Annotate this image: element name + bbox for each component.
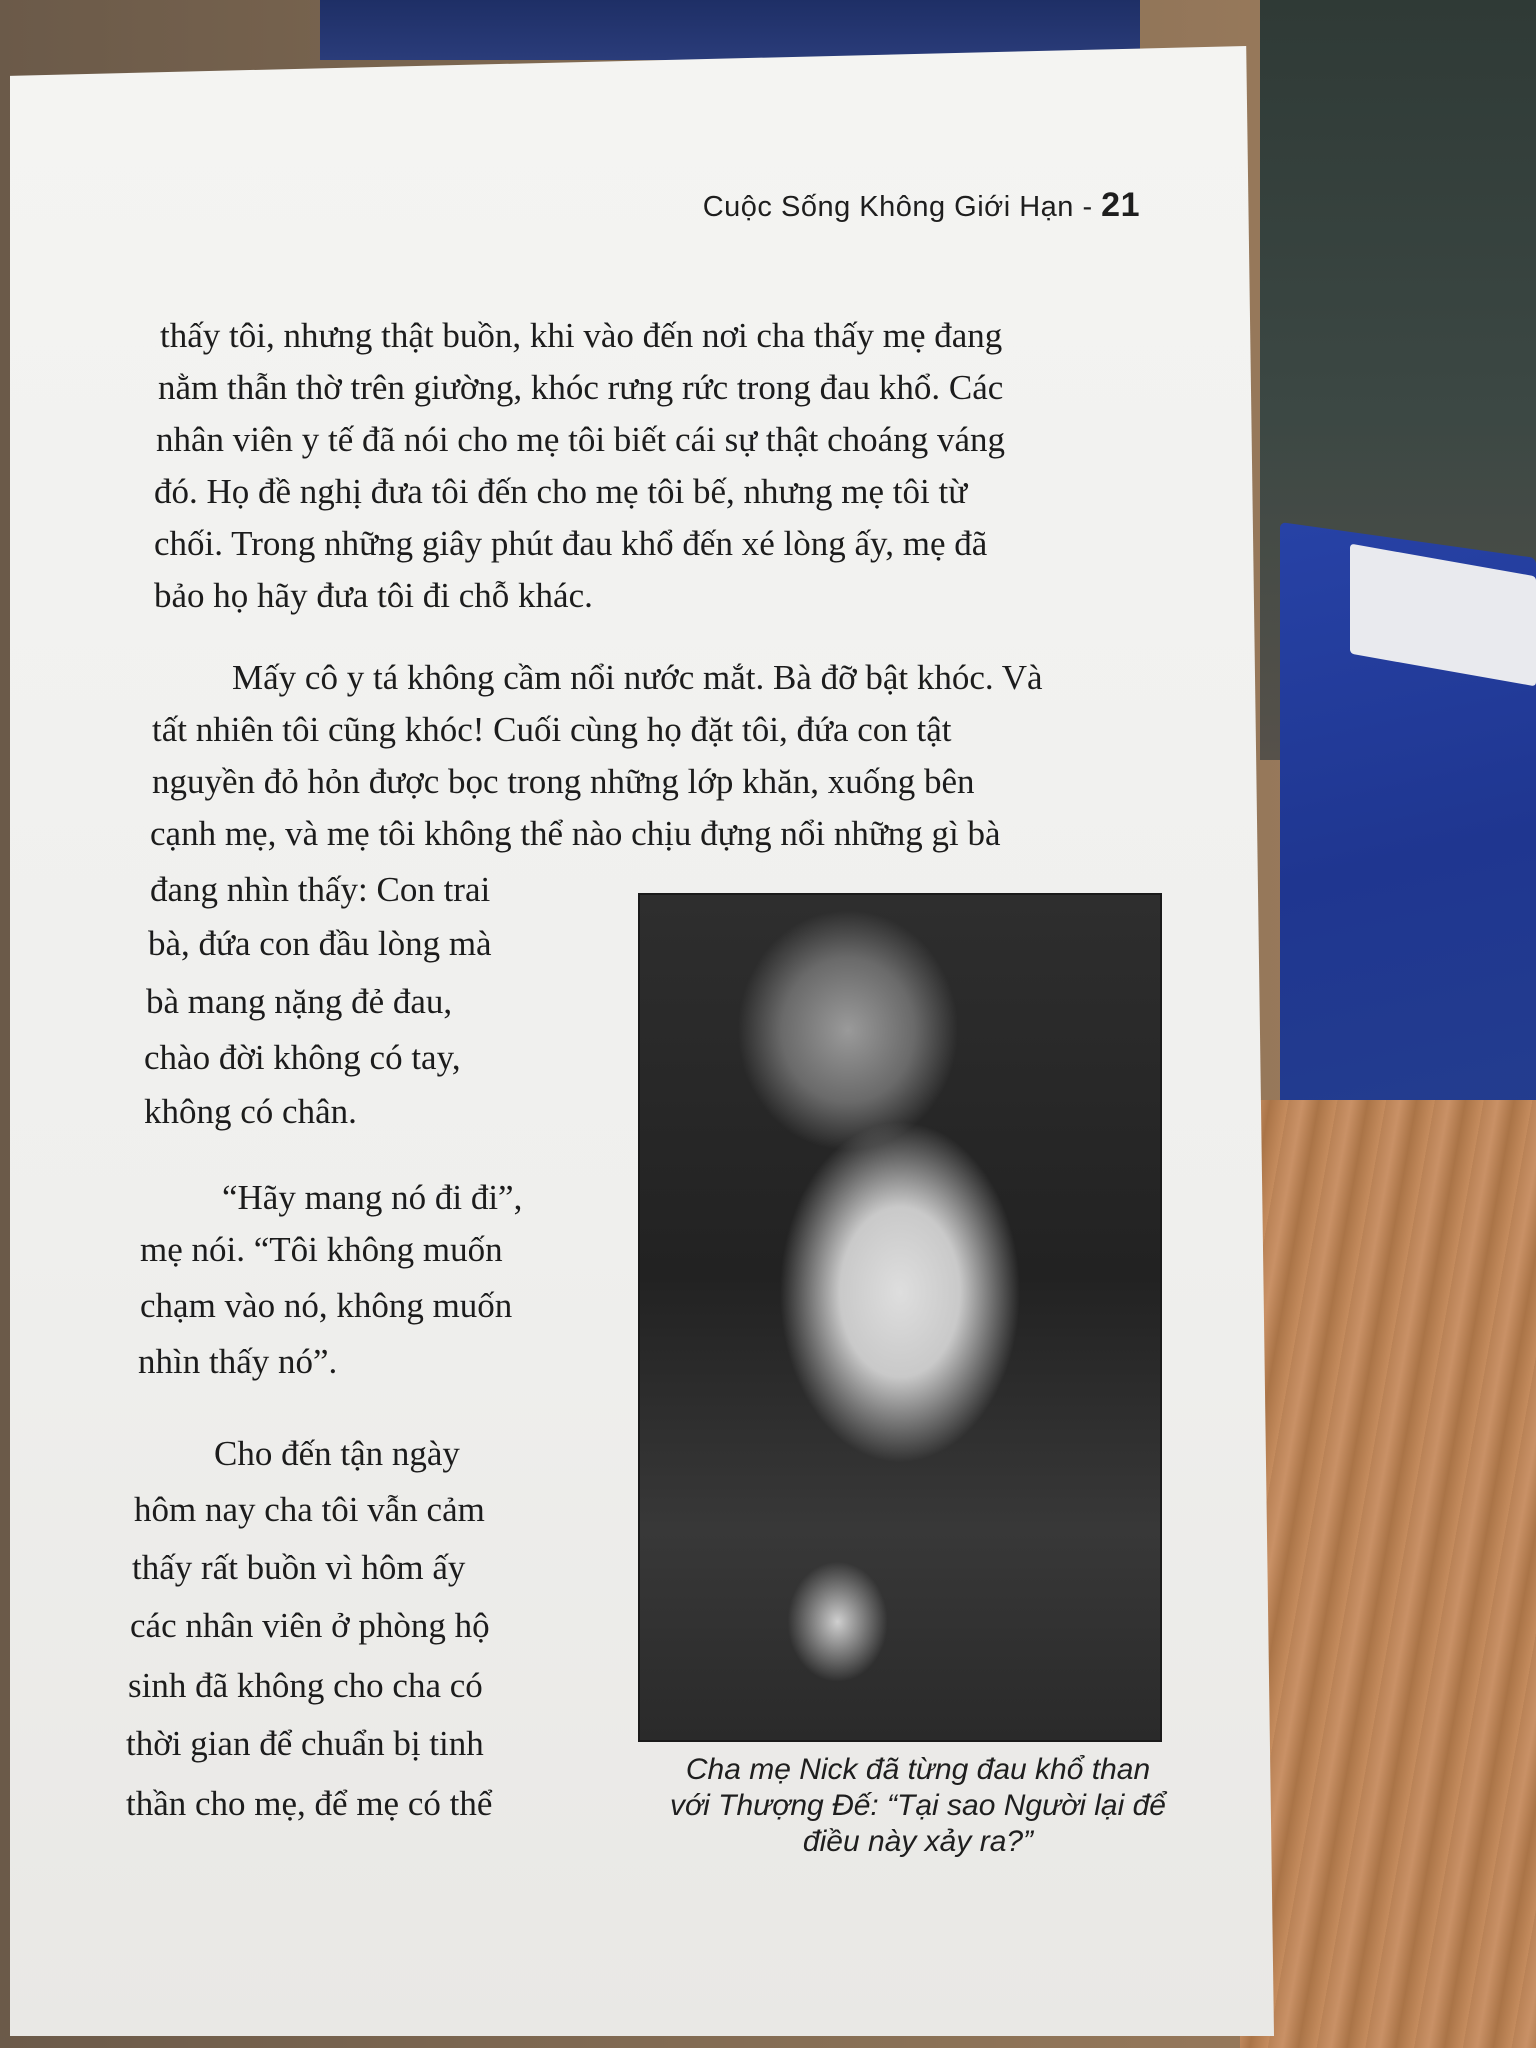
photo-caption-line: Cha mẹ Nick đã từng đau khổ than (685, 1753, 1151, 1786)
text-line: chào đời không có tay, (144, 1038, 461, 1077)
text-line: nằm thẫn thờ trên giường, khóc rưng rức trong đau khổ. Các (158, 368, 1004, 407)
text-line: đang nhìn thấy: Con trai (150, 870, 491, 909)
text-line: tất nhiên tôi cũng khóc! Cuối cùng họ đặt tôi, đứa con tật (152, 710, 952, 749)
text-line: thấy tôi, nhưng thật buồn, khi vào đến nơi cha thấy mẹ đang (160, 316, 1003, 355)
text-line: nguyền đỏ hỏn được bọc trong những lớp khăn, xuống bên (152, 762, 975, 801)
text-line: Mấy cô y tá không cầm nổi nước mắt. Bà đỡ bật khóc. Và (232, 658, 1043, 697)
text-line: chối. Trong những giây phút đau khổ đến xé lòng ấy, mẹ đã (154, 524, 988, 563)
text-line: không có chân. (144, 1092, 357, 1131)
text-line: bà, đứa con đầu lòng mà (148, 924, 492, 963)
running-head (640, 186, 1140, 230)
text-line: bảo họ hãy đưa tôi đi chỗ khác. (154, 576, 593, 615)
text-line: Cho đến tận ngày (214, 1434, 460, 1473)
text-line: bà mang nặng đẻ đau, (146, 982, 453, 1021)
text-line: chạm vào nó, không muốn (140, 1286, 513, 1325)
background-desk (1240, 1100, 1536, 2048)
text-line: thời gian để chuẩn bị tinh (126, 1724, 484, 1763)
text-line: mẹ nói. “Tôi không muốn (140, 1230, 503, 1269)
text-line: sinh đã không cho cha có (128, 1666, 483, 1705)
text-line: hôm nay cha tôi vẫn cảm (134, 1490, 485, 1529)
running-head-title: Cuộc Sống Không Giới Hạn - (702, 191, 1093, 223)
text-line: nhân viên y tế đã nói cho mẹ tôi biết cái sự thật choáng váng (156, 420, 1006, 459)
photo-caption-line: điều này xảy ra?” (802, 1825, 1034, 1858)
background-book-top (320, 0, 1140, 60)
text-line: các nhân viên ở phòng hộ (130, 1606, 490, 1645)
page-number: 21 (1101, 186, 1140, 224)
photo-caption-line: với Thượng Đế: “Tại sao Người lại để (670, 1789, 1166, 1822)
text-line: thấy rất buồn vì hôm ấy (132, 1548, 466, 1587)
text-line: cạnh mẹ, và mẹ tôi không thể nào chịu đựng nổi những gì bà (150, 814, 1001, 853)
text-line: thần cho mẹ, để mẹ có thể (126, 1784, 493, 1823)
text-line: nhìn thấy nó”. (138, 1342, 338, 1381)
photo-child (638, 893, 1162, 1742)
text-line: “Hãy mang nó đi đi”, (222, 1178, 523, 1217)
text-line: đó. Họ đề nghị đưa tôi đến cho mẹ tôi bế, nhưng mẹ tôi từ (154, 472, 968, 511)
